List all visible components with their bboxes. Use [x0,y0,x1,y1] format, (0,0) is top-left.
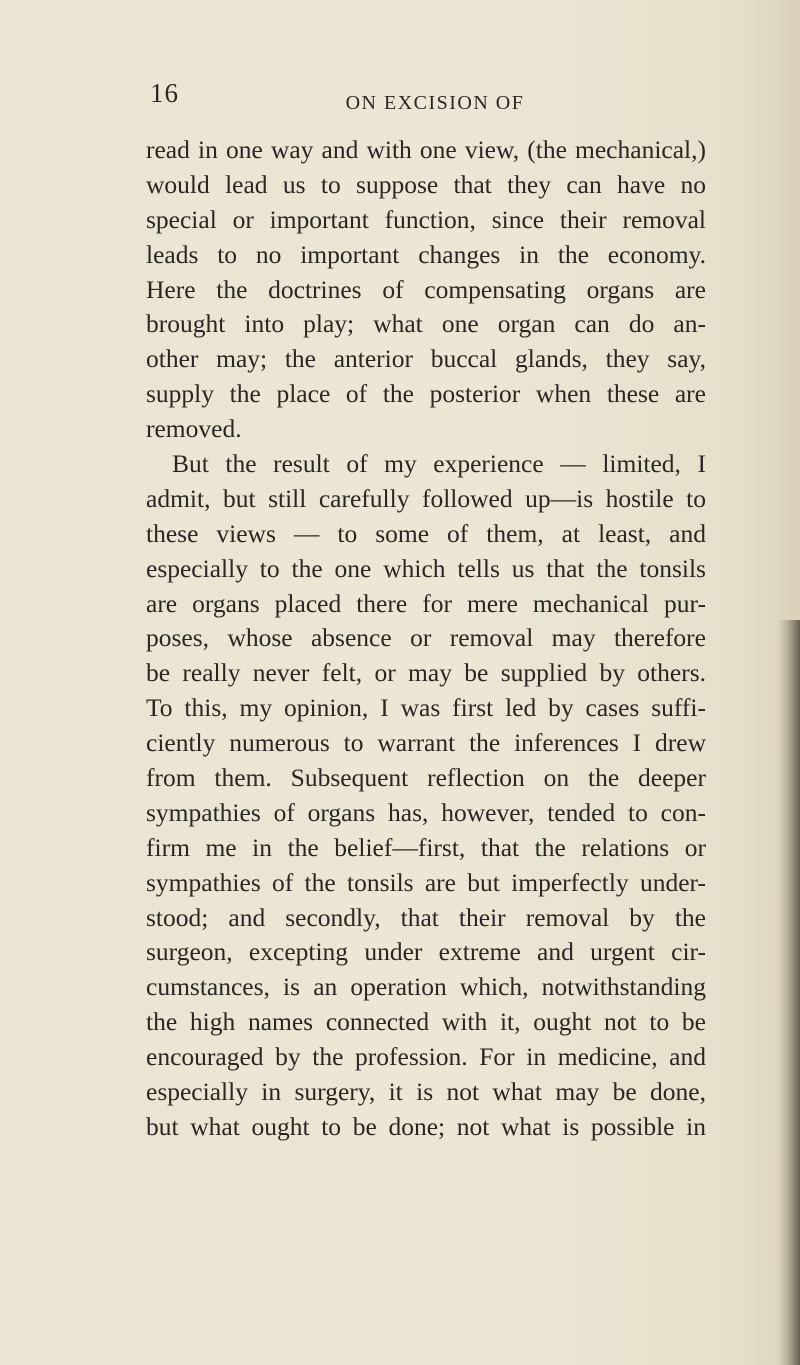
text-line: these views — to some of them, at least, and [146,518,706,548]
text-line: brought into play; what one organ can do an- [146,309,706,339]
text-line: supply the place of the posterior when these are [146,379,706,409]
text-line: sympathies of organs has, however, tended to con- [146,797,706,827]
text-line: leads to no important changes in the economy. [146,239,706,269]
page-number: 16 [150,78,179,108]
text-line: but what ought to be done; not what is possible in [146,1111,706,1141]
text-line: But the result of my experience — limited, I [172,449,706,479]
text-line: Here the doctrines of compensating organs are [146,274,706,304]
text-line: firm me in the belief—first, that the relations or [146,832,706,862]
text-line: stood; and secondly, that their removal by the [146,902,706,932]
text-line: removed. [146,414,242,444]
text-line: admit, but still carefully followed up—is hostile to [146,483,706,513]
text-line: from them. Subsequent reflection on the deeper [146,763,706,793]
text-line: especially to the one which tells us that the tonsils [146,553,706,583]
text-line: special or important function, since their removal [146,204,706,234]
text-line: surgeon, excepting under extreme and urgent cir- [146,937,706,967]
text-line: cumstances, is an operation which, notwithstanding [146,972,706,1002]
text-line: would lead us to suppose that they can have no [146,169,706,199]
text-line: poses, whose absence or removal may therefore [146,623,706,653]
text-line: To this, my opinion, I was first led by cases suffi- [146,693,706,723]
text-line: are organs placed there for mere mechanical pur- [146,588,706,618]
page-edge-shadow [778,620,800,1365]
text-line: encouraged by the profession. For in medicine, and [146,1042,706,1072]
text-line: ciently numerous to warrant the inferences I drew [146,728,706,758]
text-line: especially in surgery, it is not what may be done, [146,1077,706,1107]
text-line: be really never felt, or may be supplied by others. [146,658,706,688]
text-line: sympathies of the tonsils are but imperfectly under- [146,867,706,897]
running-head: ON EXCISION OF [345,92,525,114]
text-line: the high names connected with it, ought not to be [146,1007,706,1037]
text-line: other may; the anterior buccal glands, they say, [146,344,706,374]
body-text [146,133,706,1145]
text-line: read in one way and with one view, (the mechanical,) [146,135,706,164]
